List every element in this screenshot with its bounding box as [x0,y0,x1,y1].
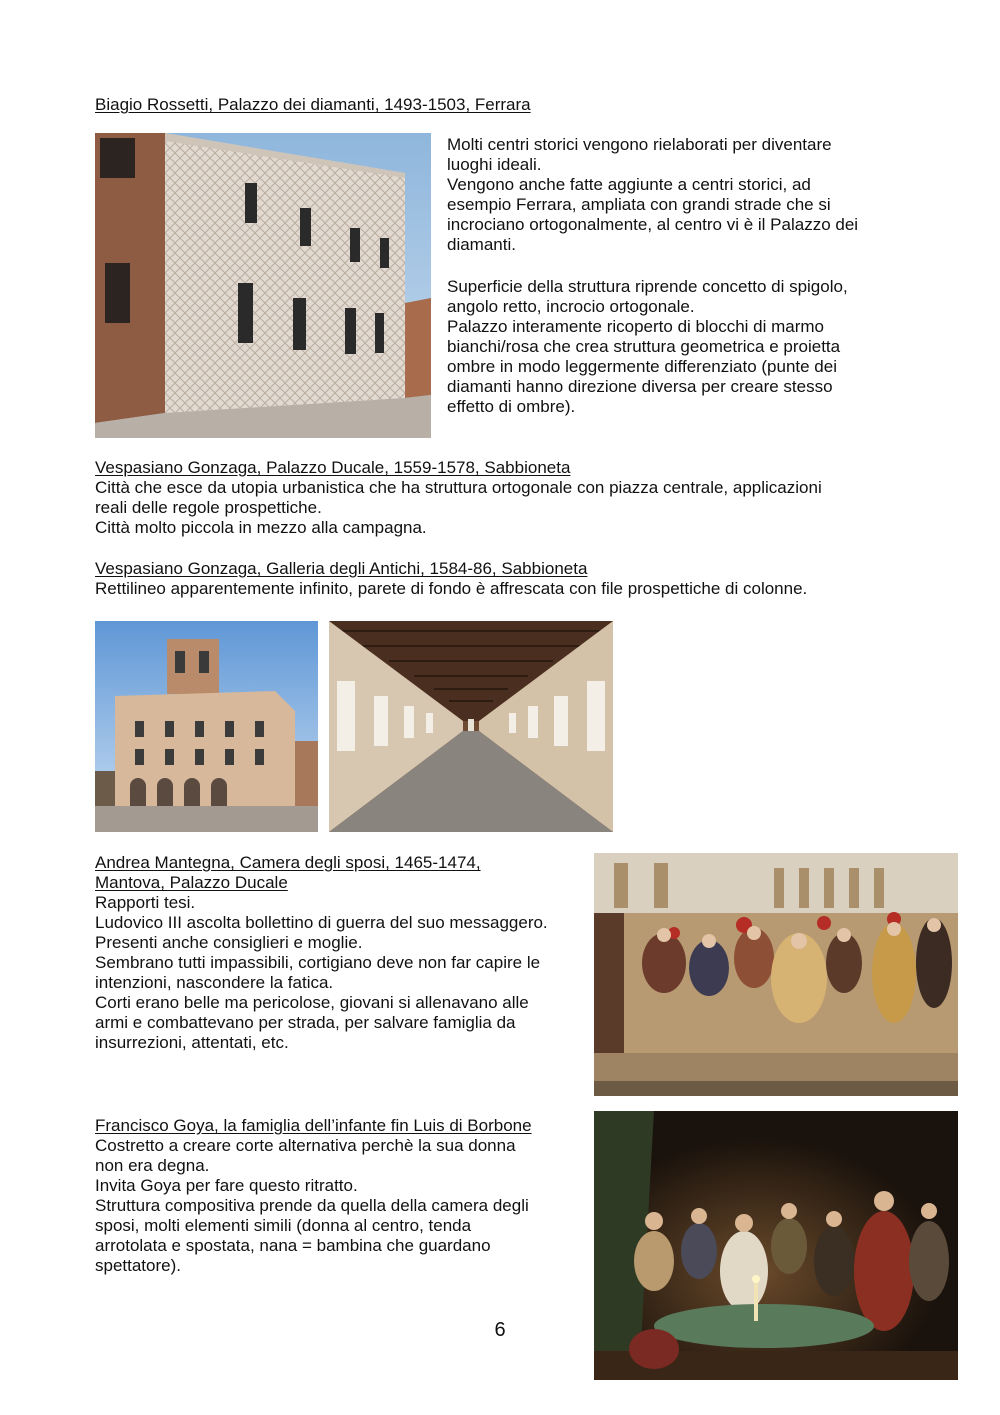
heading-galleria-antichi: Vespasiano Gonzaga, Galleria degli Antichi, 1584-86, Sabbioneta [95,559,588,578]
photo-palazzo-ducale [95,621,318,832]
page-number: 6 [494,1319,506,1341]
heading-goya: Francisco Goya, la famiglia dell’infante fin Luis di Borbone [95,1116,532,1135]
ducale-text: Città che esce da utopia urbanistica che ha struttura ortogonale con piazza centrale, applicazioni reali delle regole prospettiche. Città molto piccola in mezzo alla campagna. [95,478,822,537]
diamanti-text-2: Superficie della struttura riprende concetto di spigolo, angolo retto, incrocio ortogonale. Palazzo interamente ricoperto di blocchi di marmo bianchi/rosa che crea struttura geometrica e proietta ombre in modo leggermente differenziato (punte dei diamanti hanno direzione diversa per creare stesso effetto di ombre). [447,277,848,416]
diamanti-text-1: Molti centri storici vengono rielaborati per diventare luoghi ideali. Vengono anche fatte aggiunte a centri storici, ad esempio Ferrara, ampliata con grandi strade che si incrociano ortogonalmente, al centro vi è il Palazzo dei diamanti. [447,135,859,254]
heading-palazzo-ducale: Vespasiano Gonzaga, Palazzo Ducale, 1559-1578, Sabbioneta [95,458,571,477]
heading-mantegna-line-2: Mantova, Palazzo Ducale [95,873,288,892]
galleria-text: Rettilineo apparentemente infinito, parete di fondo è affrescata con file prospettiche di colonne. [95,579,808,598]
goya-text: Costretto a creare corte alternativa perchè la sua donna non era degna. Invita Goya per fare questo ritratto. Struttura compositiva prende da quella della camera degli sposi, molti elementi simili (donna al centro, tenda arrotolata e spostata, nana = bambina che guardano spettatore). [95,1136,529,1275]
photo-palazzo-diamanti [95,133,431,438]
photo-camera-degli-sposi [594,853,958,1096]
heading-palazzo-diamanti: Biagio Rossetti, Palazzo dei diamanti, 1493-1503, Ferrara [95,95,531,114]
heading-mantegna-line-1: Andrea Mantegna, Camera degli sposi, 1465-1474, [95,853,481,872]
mantegna-text: Rapporti tesi. Ludovico III ascolta bollettino di guerra del suo messaggero. Presenti anche consiglieri e moglie. Sembrano tutti impassibili, cortigiano deve non far capire le intenzioni, nascondere la fatica. Corti erano belle ma pericolose, giovani si allenavano alle armi e combattevano per strada, per salvare famiglia da insurrezioni, attentati, etc. [95,893,548,1052]
photo-galleria-antichi [329,621,613,832]
